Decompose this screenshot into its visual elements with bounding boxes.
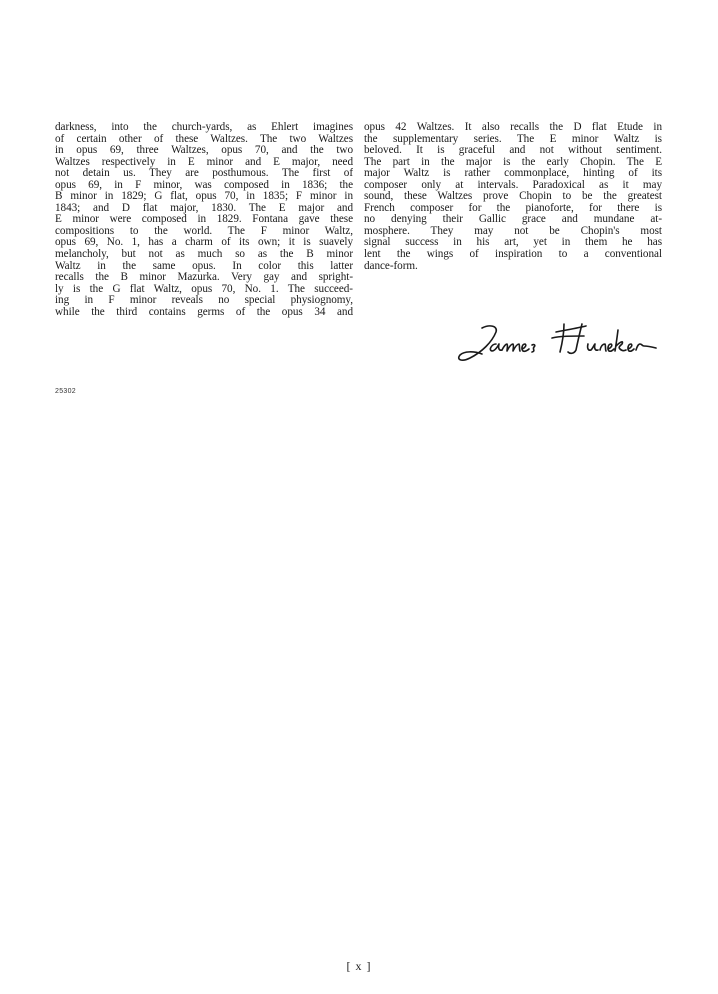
text-line: lent the wings of inspiration to a conventional — [364, 249, 662, 261]
text-line: opus 69, No. 1, has a charm of its own; it is suavely — [55, 237, 353, 249]
text-line: in opus 69, three Waltzes, opus 70, and the two — [55, 145, 353, 157]
text-line: melancholy, but not as much so as the B minor — [55, 249, 353, 261]
text-line: sound, these Waltzes prove Chopin to be the greatest — [364, 191, 662, 203]
text-line: opus 69, in F minor, was composed in 1836; the — [55, 179, 353, 191]
text-line: compositions to the world. The F minor Waltz, — [55, 225, 353, 237]
page-number: [ x ] — [346, 959, 372, 973]
text-line: while the third contains germs of the opus 34 and — [55, 306, 353, 318]
text-line: B minor in 1829; G flat, opus 70, in 1835; F minor in — [55, 191, 353, 203]
text-line: not detain us. They are posthumous. The first of — [55, 168, 353, 180]
text-line: the supplementary series. The E minor Waltz is — [364, 133, 662, 145]
text-line: mosphere. They may not be Chopin's most — [364, 225, 662, 237]
handwritten-signature — [452, 318, 662, 364]
text-line: of certain other of these Waltzes. The two Waltzes — [55, 133, 353, 145]
text-line: 1843; and D flat major, 1830. The E major and — [55, 202, 353, 214]
text-line: major Waltz is rather commonplace, hinting of its — [364, 168, 662, 180]
left-text-column — [55, 122, 353, 318]
text-line: The part in the major is the early Chopin. The E — [364, 156, 662, 168]
text-line: beloved. It is graceful and not without sentiment. — [364, 145, 662, 157]
text-line: composer only at intervals. Paradoxical as it may — [364, 179, 662, 191]
text-line: Waltz in the same opus. In color this latter — [55, 260, 353, 272]
text-line: no denying their Gallic grace and mundane at- — [364, 214, 662, 226]
text-line: Waltzes respectively in E minor and E major, need — [55, 156, 353, 168]
text-line: ly is the G flat Waltz, opus 70, No. 1. The succeed- — [55, 283, 353, 295]
text-line: E minor were composed in 1829. Fontana gave these — [55, 214, 353, 226]
text-line: dance-form. — [364, 260, 418, 272]
text-line: French composer for the pianoforte, for there is — [364, 202, 662, 214]
plate-number: 25302 — [55, 388, 76, 395]
right-text-column — [364, 122, 662, 272]
text-line: darkness, into the church-yards, as Ehlert imagines — [55, 122, 353, 133]
text-line: opus 42 Waltzes. It also recalls the D flat Étude in — [364, 122, 662, 133]
text-line: recalls the B minor Mazurka. Very gay and spright- — [55, 272, 353, 284]
text-line: ing in F minor reveals no special physiognomy, — [55, 295, 353, 307]
text-line: signal success in his art, yet in them he has — [364, 237, 662, 249]
